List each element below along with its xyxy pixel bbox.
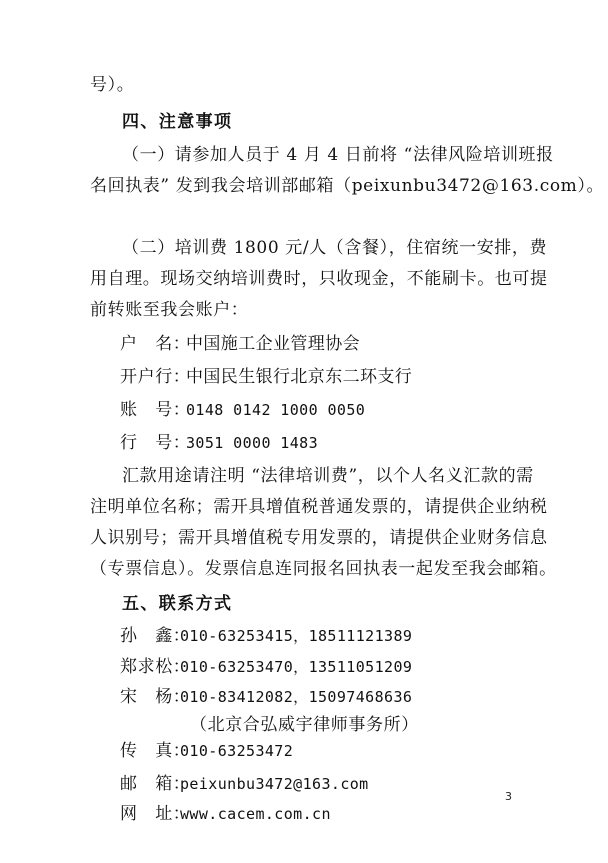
contact-phones: 010-83412082，15097468636 xyxy=(180,688,413,706)
fax-label: 传 真： xyxy=(120,741,191,761)
email-value: peixunbu3472@163.com xyxy=(180,775,369,793)
contact-label: 宋 杨： xyxy=(120,687,191,707)
account-name-label: 户 名： xyxy=(120,334,191,354)
account-number-label: 账 号： xyxy=(120,400,191,420)
account-bank-row xyxy=(120,366,412,388)
contact-label: 郑求松： xyxy=(120,657,191,677)
section-5-heading: 五、联系方式 xyxy=(122,594,233,614)
item-2-line-1: （二）培训费 1800 元/人（含餐），住宿统一安排，费 xyxy=(122,238,548,258)
account-bankno-label: 行 号： xyxy=(120,433,191,453)
law-firm-name: （北京合弘威宇律师事务所） xyxy=(190,715,419,735)
email-row xyxy=(120,773,369,795)
account-bankno-value: 3051 0000 1483 xyxy=(186,434,319,452)
contact-label: 孙 鑫： xyxy=(120,626,191,646)
account-number-value: 0148 0142 1000 0050 xyxy=(186,401,366,419)
page-number: 3 xyxy=(505,790,512,803)
note-line-2: 注明单位名称；需开具增值税普通发票的，请提供企业纳税 xyxy=(90,497,548,517)
account-name-value: 中国施工企业管理协会 xyxy=(186,334,360,354)
contact-phones: 010-63253415，18511121389 xyxy=(180,627,413,645)
website-row xyxy=(120,803,331,825)
item-2-line-2: 用自理。现场交纳培训费时，只收现金，不能刷卡。也可提 xyxy=(90,269,548,289)
account-name-row xyxy=(120,333,360,355)
item-1-line-1: （一）请参加人员于 4 月 4 日前将 “法律风险培训班报 xyxy=(122,145,554,165)
note-line-1: 汇款用途请注明 “法律培训费”，以个人名义汇款的需 xyxy=(122,466,534,486)
fax-row xyxy=(120,740,293,762)
account-bank-value: 中国民生银行北京东二环支行 xyxy=(186,367,413,387)
account-number-row xyxy=(120,399,365,421)
website-label: 网 址： xyxy=(120,804,191,824)
account-bankno-row xyxy=(120,432,318,454)
website-value: www.cacem.com.cn xyxy=(180,805,331,823)
item-1-line-2: 名回执表” 发到我会培训部邮箱（peixunbu3472@163.com）。 xyxy=(90,176,605,196)
contact-row xyxy=(120,656,412,678)
account-bank-label: 开户行： xyxy=(120,367,191,387)
fax-value: 010-63253472 xyxy=(180,742,294,760)
note-line-3: 人识别号；需开具增值税专用发票的，请提供企业财务信息 xyxy=(90,528,548,548)
contact-row xyxy=(120,686,412,708)
previous-text-tail: 号）。 xyxy=(90,75,135,95)
email-label: 邮 箱： xyxy=(120,774,191,794)
section-4-heading: 四、注意事项 xyxy=(122,112,233,132)
contact-phones: 010-63253470，13511051209 xyxy=(180,658,413,676)
item-2-line-3: 前转账至我会账户： xyxy=(90,300,249,320)
note-line-4: （专票信息）。发票信息连同报名回执表一起发至我会邮箱。 xyxy=(90,559,557,579)
contact-row xyxy=(120,625,412,647)
